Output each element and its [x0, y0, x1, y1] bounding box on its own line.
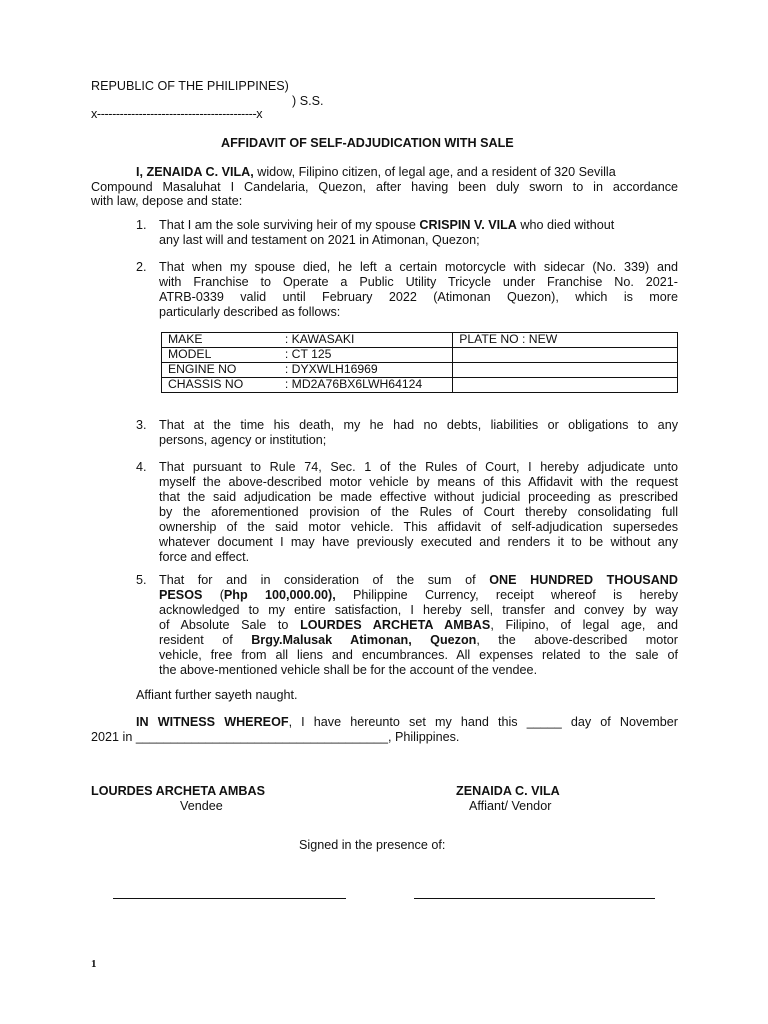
affiant-naught: Affiant further sayeth naught. — [136, 688, 298, 702]
witness-line-1 — [136, 715, 678, 730]
vendee-name: LOURDES ARCHETA AMBAS — [300, 618, 491, 632]
item-number: 5. — [136, 573, 147, 587]
table-row — [162, 333, 678, 348]
list-item — [136, 460, 678, 564]
item-line: acknowledged to my entire satisfaction, I hereby sell, transfer and convey by way — [159, 603, 678, 617]
item-number: 1. — [136, 218, 147, 232]
witness-signature-line-1 — [113, 898, 346, 899]
witness-line-2: 2021 in ____________________________________, Philippines. — [91, 730, 460, 744]
item-line: ownership of the said motor vehicle. This affidavit of self-adjudication supersedes — [159, 520, 678, 534]
item-line: That at the time his death, my he had no debts, liabilities or obligations to any — [159, 418, 678, 432]
intro-line-1 — [136, 165, 616, 180]
item-line: force and effect. — [159, 550, 250, 564]
table-row — [162, 348, 678, 363]
table-cell-value: : CT 125 — [279, 348, 453, 363]
list-item — [136, 218, 678, 250]
table-cell-plate — [453, 348, 678, 363]
item-line: ATRB-0339 valid until February 2022 (Atimonan Quezon), which is more — [159, 290, 678, 304]
table-row — [162, 363, 678, 378]
table-cell-label: ENGINE NO — [162, 363, 279, 378]
document-title: AFFIDAVIT OF SELF-ADJUDICATION WITH SALE — [221, 136, 514, 150]
item-text: ( — [202, 588, 224, 602]
item-text: resident of — [159, 633, 252, 647]
item-line: particularly described as follows: — [159, 305, 341, 319]
item-line: with Franchise to Operate a Public Utility Tricycle under Franchise No. 2021- — [159, 275, 678, 289]
list-item — [136, 260, 678, 320]
witness-signature-line-2 — [414, 898, 655, 899]
caption-divider: x------------------------------------------x — [91, 107, 263, 121]
intro-text-1: widow, Filipino citizen, of legal age, and a resident of 320 Sevilla — [253, 165, 616, 179]
table-cell-plate — [453, 378, 678, 393]
item-text: , Filipino, of legal age, and — [490, 618, 678, 632]
sum-words: PESOS — [159, 588, 203, 602]
item-line: vehicle, free from all liens and encumbrances. All expenses related to the sale of — [159, 648, 678, 662]
affiant-name: I, ZENAIDA C. VILA, — [136, 165, 254, 179]
affiant-role: Affiant/ Vendor — [469, 799, 552, 813]
item-line — [159, 633, 678, 648]
spouse-name: CRISPIN V. VILA — [419, 218, 517, 232]
vehicle-details-table — [161, 332, 678, 393]
list-item — [136, 418, 678, 450]
item-text: Philippine Currency, receipt whereof is hereby — [335, 588, 678, 602]
item-text: ), — [328, 588, 336, 602]
witness-heading: IN WITNESS WHEREOF — [136, 715, 289, 729]
intro-line-3: with law, depose and state: — [91, 194, 243, 208]
item-line: the above-mentioned vehicle shall be for the account of the vendee. — [159, 663, 538, 677]
item-number: 2. — [136, 260, 147, 274]
sum-words: ONE HUNDRED THOUSAND — [489, 573, 678, 587]
item-number: 3. — [136, 418, 147, 432]
table-cell-plate — [453, 363, 678, 378]
presence-caption: Signed in the presence of: — [299, 838, 446, 852]
item-line — [159, 588, 678, 603]
table-cell-label: MAKE — [162, 333, 279, 348]
item-line: That pursuant to Rule 74, Sec. 1 of the Rules of Court, I hereby adjudicate unto — [159, 460, 678, 474]
table-cell-value: : DYXWLH16969 — [279, 363, 453, 378]
item-line: whatever document I may have previously executed and renders it to be without any — [159, 535, 678, 549]
item-text: That I am the sole surviving heir of my spouse — [159, 218, 420, 232]
item-line: by the aforementioned provision of the Rules of Court thereby consolidating full — [159, 505, 678, 519]
table-cell-plate: PLATE NO : NEW — [453, 333, 678, 348]
item-line: that the said adjudication be made effective without judicial proceeding as prescribed — [159, 490, 678, 504]
item-line — [159, 573, 678, 588]
item-line — [159, 218, 678, 233]
list-item — [136, 573, 678, 677]
witness-text: , I have hereunto set my hand this _____ day of November — [288, 715, 678, 729]
table-row — [162, 378, 678, 393]
vendee-role: Vendee — [180, 799, 223, 813]
sum-amount: Php 100,000.00 — [223, 588, 329, 602]
item-line: persons, agency or institution; — [159, 433, 327, 447]
table-cell-value: : KAWASAKI — [279, 333, 453, 348]
ss-caption: ) S.S. — [292, 94, 324, 108]
item-text: That for and in consideration of the sum of — [159, 573, 490, 587]
item-line: any last will and testament on 2021 in Atimonan, Quezon; — [159, 233, 480, 247]
republic-caption: REPUBLIC OF THE PHILIPPINES) — [91, 79, 289, 93]
item-text: , the above-described motor — [476, 633, 678, 647]
page-number: 1 — [91, 958, 97, 970]
item-line — [159, 618, 678, 633]
table-cell-label: CHASSIS NO — [162, 378, 279, 393]
vendee-signatory-name: LOURDES ARCHETA AMBAS — [91, 784, 265, 798]
item-number: 4. — [136, 460, 147, 474]
intro-line-2: Compound Masaluhat I Candelaria, Quezon, after having been duly sworn to in accordance — [91, 180, 678, 194]
item-text: who died without — [516, 218, 615, 232]
vendee-address: Brgy.Malusak Atimonan, Quezon — [251, 633, 477, 647]
item-text: of Absolute Sale to — [159, 618, 301, 632]
table-cell-label: MODEL — [162, 348, 279, 363]
table-cell-value: : MD2A76BX6LWH64124 — [279, 378, 453, 393]
affiant-signatory-name: ZENAIDA C. VILA — [456, 784, 560, 798]
item-line: myself the above-described motor vehicle by means of this Affidavit with the request — [159, 475, 678, 489]
item-line: That when my spouse died, he left a certain motorcycle with sidecar (No. 339) and — [159, 260, 678, 274]
